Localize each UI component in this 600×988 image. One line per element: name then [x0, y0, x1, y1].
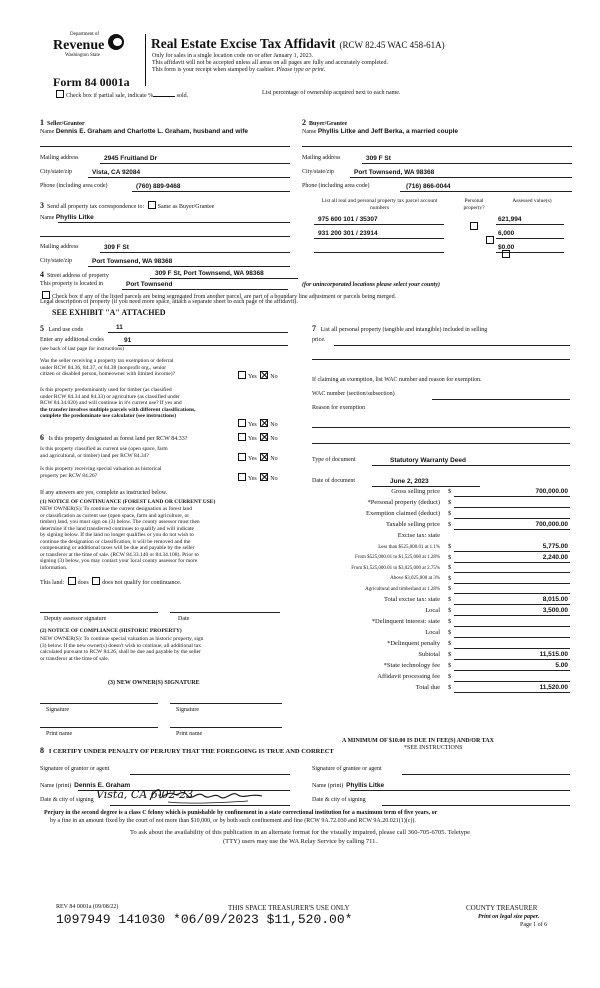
tax-row-value[interactable]: 700,000.00 [535, 488, 568, 495]
tax-row-dollar-sign: $ [448, 672, 452, 680]
tax-row-underline [454, 562, 570, 563]
county-treasurer-label: COUNTY TREASURER [466, 904, 538, 912]
tax-row-label: Subtotal [418, 650, 440, 658]
grantor-name-field[interactable]: Dennis E. Graham [74, 782, 131, 789]
parcel-account-2[interactable]: 931 200 301 / 23914 [318, 230, 378, 237]
tax-row-label: Local [425, 628, 440, 636]
correspondence-row: 3 Send all property tax correspondence to: Same as Buyer/Grantee [40, 201, 215, 210]
buyer-phone-label: Phone (including area code) [302, 183, 370, 189]
tax-row-value[interactable]: 3,500.00 [542, 606, 568, 614]
cashier-receipt-stamp: 1097949 141030 *06/09/2023 $11,520.00* [56, 912, 353, 927]
grantee-date-city-label: Date & city of signing [312, 797, 366, 803]
buyer-city-field[interactable]: Port Townsend, WA 98368 [354, 169, 435, 176]
segregate-checkbox[interactable] [42, 291, 50, 299]
tax-row-label: Affidavit processing fee [377, 672, 440, 680]
wac-label: WAC number (section/subsection) [312, 391, 395, 397]
q-historic-no-checkbox[interactable] [260, 473, 268, 481]
new-owner-print-1[interactable]: Print name [46, 731, 73, 737]
deputy-date-label: Date [178, 616, 190, 622]
ownership-note: List percentage of ownership acquired next to each name. [262, 90, 401, 96]
grantor-signature-label: Signature of grantor or agent [40, 766, 110, 772]
tax-row-dollar-sign: $ [448, 510, 452, 517]
tax-row-dollar-sign: $ [448, 499, 452, 506]
q-forest-no-checkbox[interactable] [260, 433, 268, 441]
grantee-name-row: Name (print) Phyllis Litke [312, 782, 385, 789]
tax-row-underline [454, 626, 570, 627]
see-instructions-note: *SEE INSTRUCTIONS [404, 745, 463, 751]
tax-row-dollar-sign: $ [448, 639, 452, 647]
additional-codes-label: Enter any additional codes [40, 337, 104, 343]
tax-row-label: Total excise tax: state [383, 595, 440, 603]
state-line: Washington State [65, 53, 101, 58]
seller-mailing-label: Mailing address [40, 155, 79, 161]
if-yes-note: If any answers are yes, complete as instructed below. [40, 490, 168, 496]
parcel-value-1[interactable]: 621,994 [498, 216, 522, 223]
tax-row-underline [454, 518, 570, 519]
q-current-use-no-checkbox[interactable] [260, 453, 268, 461]
accessibility-line-2: (TTY) users may use the WA Relay Service by calling 711. [223, 838, 377, 845]
parcel-personal-checkbox-1[interactable] [470, 222, 478, 230]
tax-row-value[interactable]: 5,775.00 [542, 543, 568, 550]
tax-row-dollar-sign: $ [448, 628, 452, 636]
parcel-account-1[interactable]: 975 600 101 / 35307 [318, 216, 378, 223]
new-owner-signature-1[interactable]: Signature [46, 707, 69, 713]
certify-statement: 8 I CERTIFY UNDER PENALTY OF PERJURY THAT THE FOREGOING IS TRUE AND CORRECT [40, 746, 334, 755]
parcel-col-assessed: Assessed value(s) [512, 198, 552, 204]
q-current-use: Is this property classified as current use (open space, farm and agricultural, or timber) land per RCW 84.34? [40, 446, 168, 459]
q-forest-yes-checkbox[interactable] [238, 433, 246, 441]
tax-row-underline [454, 615, 570, 616]
notice-1: Only for sales in a single location code on or after January 1, 2023. [152, 53, 314, 59]
tax-row-label: Total due [415, 683, 440, 691]
accessibility-line-1: To ask about the availability of this publication in an alternate format for the visually impaired, please call 360-705-6705. Teletype [130, 829, 470, 836]
form-title: Real Estate Excise Tax Affidavit [151, 36, 336, 51]
same-as-buyer-checkbox[interactable] [148, 201, 156, 209]
buyer-mailing-field[interactable]: 309 F St [366, 155, 391, 162]
grantor-handwritten-signature [148, 784, 266, 806]
legal-description-label: Legal description of property (if you need more space, attach a separate sheet to each page of the affidavit). [40, 299, 298, 305]
reason-label: Reason for exemption [312, 405, 365, 411]
doc-type-field[interactable]: Statutory Warranty Deed [390, 457, 466, 464]
seller-phone-field[interactable]: (760) 889-9468 [136, 183, 181, 190]
tax-row-underline [454, 670, 570, 671]
this-land-row: This land: does does not qualify for continuance. [40, 577, 181, 587]
street-field[interactable]: 309 F St, Port Townsend, WA 98368 [155, 270, 264, 277]
correspondence-name-row: Name Phyllis Litke [40, 214, 94, 221]
parcel-col-personal: Personal property? [463, 198, 485, 211]
tax-row-underline [454, 659, 570, 660]
tax-row-label: From $525,000.01 to $1,525,000 at 1.28% [355, 555, 440, 560]
correspondence-name-field[interactable]: Phyllis Litke [55, 214, 94, 221]
tax-row-value[interactable]: 8,015.00 [542, 595, 568, 603]
q-forest-answer: Yes No [236, 433, 278, 443]
q-current-use-yes-checkbox[interactable] [238, 453, 246, 461]
tax-row-value[interactable]: 11,520.00 [539, 683, 568, 691]
doc-date-field[interactable]: June 2, 2023 [390, 478, 429, 485]
tax-row-dollar-sign: $ [448, 521, 452, 528]
tax-row-underline [454, 604, 570, 605]
seller-phone-label: Phone (including area code) [40, 183, 108, 189]
q-exemption-no-checkbox[interactable] [260, 371, 268, 379]
new-owner-signature-heading: (3) NEW OWNER(S) SIGNATURE [108, 680, 200, 686]
personal-property-label-2: price. [312, 337, 326, 343]
buyer-mailing-label: Mailing address [302, 155, 341, 161]
tax-row-label: Taxable selling price [385, 521, 440, 528]
notice-2: This affidavit will not be accepted unless all areas on all pages are fully and accurately completed. [152, 60, 388, 66]
parcel-col-accounts: List all real and personal property tax parcel account numbers [321, 198, 438, 211]
tax-row-label: Exemption claimed (deduct) [365, 510, 440, 517]
tax-row-label: *Delinquent interest: state [371, 617, 440, 625]
perjury-line-1: Perjury in the second degree is a class C felony which is punishable by confinement in a state correctional institution for a maximum term of five years, or [44, 810, 438, 816]
tax-row-label: Above $3,025,000 at 3% [390, 576, 440, 581]
tax-row-underline [454, 572, 570, 573]
tax-row-dollar-sign: $ [448, 553, 452, 561]
deputy-signature-label: Deputy assessor signature [44, 616, 107, 622]
q-current-use-answer: Yes No [236, 453, 278, 463]
perjury-line-2: by a fine in an amount fixed by the court of not more than $10,000, or by both such confinement and fine (RCW 9A.72.030 and RCW 9A.20.021(1)(c)). [50, 818, 416, 824]
minimum-due-note: A MINIMUM OF $10.00 IS DUE IN FEE(S) AND/OR TAX [342, 738, 494, 744]
tax-row-underline [454, 681, 570, 682]
legal-paper-note: Print on legal size paper. [478, 914, 540, 920]
exemption-label: If claiming an exemption, list WAC number and reason for exemption. [312, 377, 482, 383]
tax-row-label: *Delinquent penalty [387, 639, 440, 647]
tax-row-underline [454, 551, 570, 552]
dept-line: Department of [70, 32, 100, 37]
doc-type-label: Type of document [312, 457, 356, 463]
q-exemption-answer: Yes No [236, 371, 278, 381]
correspondence-mailing-field[interactable]: 309 F St [104, 244, 129, 251]
located-label: This property is located in [40, 281, 103, 287]
correspondence-mailing-label: Mailing address [40, 244, 79, 250]
q-historic-yes-checkbox[interactable] [238, 473, 246, 481]
tax-row-value[interactable]: 5.00 [555, 661, 568, 669]
land-use-field[interactable]: 11 [116, 324, 123, 331]
grantee-signature-label: Signature of grantee or agent [312, 766, 382, 772]
grantor-name-row: Name (print) Dennis E. Graham [40, 782, 131, 789]
seller-city-field[interactable]: Vista, CA 92084 [92, 169, 141, 176]
dor-logo-icon [108, 34, 124, 50]
buyer-heading: 2 Buyer/Grantee [302, 118, 348, 127]
q-forest: 6 Is this property designated as forest land per RCW 84.33? [40, 433, 188, 442]
tax-row-dollar-sign: $ [448, 661, 452, 669]
notice-3: This form is your receipt when stamped by cashier. Please type or print. [152, 67, 326, 73]
treasurer-space-note: THIS SPACE TREASURER'S USE ONLY [228, 904, 350, 912]
tax-row-dollar-sign: $ [448, 564, 452, 571]
tax-row-dollar-sign: $ [448, 617, 452, 625]
q-exemption: Was the seller receiving a property tax exemption or deferral under RCW 84.36, 84.37, or 84.38 (nonprofit org., senior citizen or disabled person, homeowner with limited income)? [40, 358, 176, 377]
additional-codes-field[interactable]: 91 [124, 337, 132, 344]
tax-row-label: *Personal property (deduct) [367, 499, 440, 506]
parcel-value-2[interactable]: 6,000 [498, 230, 515, 237]
tax-row-underline [454, 637, 570, 638]
seller-heading: 1 Seller/Grantor [40, 118, 85, 127]
personal-property-label: 7 List all personal property (tangible and intangible) included in selling [312, 324, 488, 333]
tax-row-dollar-sign: $ [448, 595, 452, 603]
tax-row-underline [454, 692, 570, 693]
q-historic: Is this property receiving special valuation as historical property per RCW 84.26? [40, 466, 162, 479]
notice-compliance-title: (2) NOTICE OF COMPLIANCE (HISTORIC PROPERTY) [40, 628, 182, 634]
tax-row-underline [454, 529, 570, 530]
partial-sale-checkbox[interactable] [56, 90, 64, 98]
tax-row-label: Excise tax: state [397, 532, 440, 539]
seller-mailing-field[interactable]: 2945 Fruitland Dr [104, 155, 158, 162]
segregate-row: Check box if any of the listed parcels are being segregated from another parcel, are part of a boundary line adjustment or parcels being merged. [40, 291, 396, 301]
tax-row-dollar-sign: $ [448, 683, 452, 691]
parcel-personal-checkbox-2[interactable] [486, 236, 494, 244]
q-timber-yes-checkbox[interactable] [238, 419, 246, 427]
page-number: Page 1 of 6 [520, 922, 548, 928]
tax-row-underline [454, 648, 570, 649]
notice-compliance-text: NEW OWNER(S): To continue special valuation as historic property, sign (3) below. If the new owner(s) doesn't wish to continue, all additional tax calculated pursuant to RCW 84.26, shall be due and payable by the seller or transferor at the time of sale. [40, 636, 204, 662]
located-note: (for unincorporated locations please select your county) [302, 282, 440, 288]
grantor-date-city-label: Date & city of signing [40, 797, 94, 803]
q-exemption-yes-checkbox[interactable] [238, 371, 246, 379]
tax-row-dollar-sign: $ [448, 650, 452, 658]
form-number: Form 84 0001a [53, 75, 130, 89]
exhibit-a: SEE EXHIBIT "A" ATTACHED [52, 308, 166, 317]
tax-row-label: Gross selling price [391, 488, 440, 495]
tax-row-label: From $1,525,000.01 to $3,025,000 at 2.75% [351, 565, 440, 571]
tax-row-label: Less than $525,000.01 at 1.1% [378, 544, 440, 550]
notice-continuance-title: (1) NOTICE OF CONTINUANCE (FOREST LAND OR CURRENT USE) [40, 499, 216, 505]
correspondence-city-label: City/state/zip [40, 258, 72, 264]
buyer-name-row: Name Phyllis Litke and Jeff Berka, a married couple [302, 128, 458, 135]
does-not-qualify-checkbox[interactable] [92, 577, 100, 585]
header-divider [145, 34, 146, 86]
tax-row-label: Agricultural and timberland at 1.28% [365, 586, 440, 592]
tax-row-value[interactable]: 11,515.00 [539, 650, 568, 658]
tax-row-underline [454, 583, 570, 584]
tax-row-underline [454, 507, 570, 508]
seller-city-label: City/state/zip [40, 169, 72, 175]
revenue-logo-text: Revenue [53, 38, 105, 53]
tax-row-label: *State technology fee [383, 661, 440, 669]
correspondence-city-field[interactable]: Port Townsend, WA 98368 [92, 258, 173, 265]
q-timber-no-checkbox[interactable] [260, 419, 268, 427]
tax-row-underline [454, 496, 570, 497]
q-timber-answer: Yes No [236, 419, 278, 429]
land-use-label: 5 Land use code [40, 324, 84, 333]
grantee-name-field[interactable]: Phyllis Litke [346, 782, 385, 789]
form-rcw: (RCW 82.45 WAC 458-61A) [339, 40, 445, 50]
see-back-note: (see back of last page for instructions) [40, 346, 124, 352]
tax-row-dollar-sign: $ [448, 543, 452, 550]
street-row: 4 Street address of property [40, 270, 109, 279]
partial-sale-row: Check box if partial sale, indicate % sold. [54, 90, 188, 100]
tax-row-underline [454, 593, 570, 594]
does-qualify-checkbox[interactable] [68, 577, 76, 585]
buyer-city-label: City/state/zip [302, 169, 334, 175]
doc-date-label: Date of document [312, 478, 355, 484]
notice-continuance-text: NEW OWNER(S): To continue the current designation as forest land or classification as current use (open space, farm and agriculture, or timber) land, you must sign on (3) below. The county assessor must then determine if the land transferred continues to qualify and will indicate by signing below. If the land no longer qualifies or you do not wish to continue the designation or classification, it will be removed and the compensating or additional taxes will be due and payable by the seller or transferor at the time of sale. (RCW 84.33.140 or 84.34.108). Prior to signing (3) below, you may contact your local county assessor for more information. [40, 506, 200, 571]
seller-name-field[interactable]: Dennis E. Graham and Charlotte L. Graham, husband and wife [55, 128, 248, 135]
tax-row-label: Local [425, 606, 440, 614]
tax-row-dollar-sign: $ [448, 585, 452, 592]
tax-row-value[interactable]: 2,240.00 [542, 553, 568, 561]
buyer-phone-field[interactable]: (716) 866-0044 [406, 183, 451, 190]
buyer-name-field[interactable]: Phyllis Litke and Jeff Berka, a married couple [317, 128, 458, 135]
tax-row-dollar-sign: $ [448, 488, 452, 495]
form-revision: REV 84 0001a (09/08/22) [56, 904, 119, 910]
new-owner-print-2[interactable]: Print name [176, 731, 203, 737]
q-timber: Is this property predominantly used for timber (as classified under RCW 84.34 and 84.33) or agriculture (as classified under RCW 84.34.020) and will continue in it's current use? If yes and the transfer involves multiple parcels with different classifications, complete the predominate use calculator (see instructions) [40, 387, 196, 419]
located-field[interactable]: Port Townsend [126, 281, 173, 288]
q-historic-answer: Yes No [236, 473, 278, 483]
seller-name-row: Name Dennis E. Graham and Charlotte L. Graham, husband and wife [40, 128, 248, 135]
form-title-row [151, 35, 445, 53]
parcel-value-3[interactable]: $0.00 [498, 244, 515, 251]
tax-row-dollar-sign: $ [448, 574, 452, 582]
tax-row-value[interactable]: 700,000.00 [535, 521, 568, 528]
new-owner-signature-2[interactable]: Signature [176, 707, 199, 713]
tax-row-dollar-sign: $ [448, 606, 452, 614]
grantor-date-city-field[interactable]: Vista, CA 6-02-23 [96, 788, 194, 801]
